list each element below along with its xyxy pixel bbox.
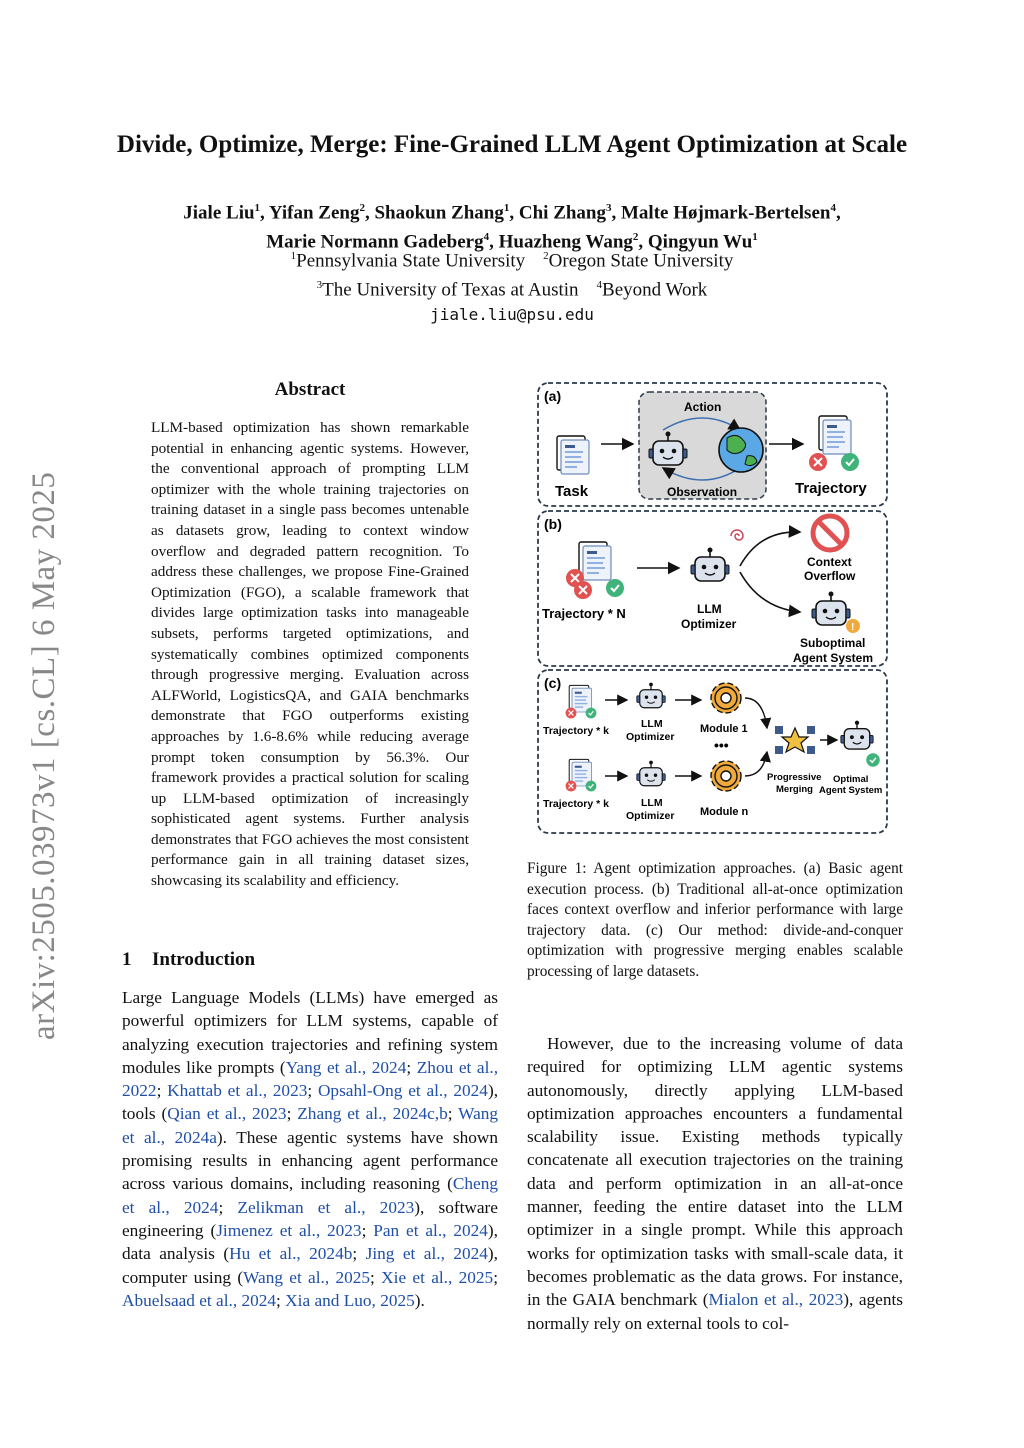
module-n-label: Module n: [700, 806, 749, 818]
citation-link[interactable]: Abuelsaad et al., 2024: [122, 1290, 277, 1310]
success-icon: [866, 753, 880, 767]
author-name: Jiale Liu: [183, 202, 255, 224]
figure-caption: Figure 1: Agent optimization approaches. (a) Basic agent execution process. (b) Traditional all-at-once optimization faces context overflow and inferior performance with large trajectory data. (c) Our method: divide-and-conquer optimization with progressive merging enables scalable processing of large datasets.: [527, 860, 903, 980]
merging-network-icon: [775, 726, 815, 754]
overflow-label: Overflow: [804, 569, 856, 583]
observation-label: Observation: [667, 485, 738, 499]
svg-text:!: !: [851, 622, 855, 633]
panel-a-label: (a): [544, 388, 562, 404]
author-line-2: Marie Normann Gadeberg$^4$, Huazheng Wang$^2$, Qingyun Wu$^1$: [266, 231, 758, 253]
author-email[interactable]: jiale.liu@psu.edu: [430, 304, 594, 324]
optimal-agent-robot-icon: [841, 721, 873, 749]
section-heading: 1 Introduction: [122, 949, 256, 970]
module-gear-icon: [711, 761, 741, 791]
author-name: Chi Zhang: [518, 202, 606, 224]
right-column-paragraph: However, due to the increasing volume of data required for optimizing LLM agentic systems autonomously, directly applying LLM-based optimization approaches encounters a fundamental scalability issue. Existing methods typically concatenate all execution trajectories on the training data and perform optimization in an all-at-once manner, feeding the entire dataset into the LLM optimizer in a single prompt. While this approach works for optimization tasks with small-scale data, it becomes problematic as the data grows. For instance, in the GAIA benchmark (Mialon et al., 2023), agents normally rely on external tools to col-: [527, 1034, 904, 1333]
progressive-label: Progressive: [767, 772, 822, 783]
optimal-agent-system-label: Agent System: [819, 785, 883, 796]
warning-icon: [846, 619, 860, 633]
author-name: Qingyun Wu: [647, 231, 753, 253]
introduction-paragraph: Large Language Models (LLMs) have emerged as powerful optimizers for LLM systems, capable of analyzing execution trajectories and refining system modules like prompts (Yang et al., 2024; Zhou et al., 2022; Khattab et al., 2023; Opsahl-Ong et al., 2024), tools (Qian et al., 2023; Zhang et al., 2024c,b; Wang et al., 2024a). These agentic systems have shown promising results in enhancing agent performance across various domains, including reasoning (Cheng et al., 2024; Zelikman et al., 2023), software engineering (Jimenez et al., 2023; Pan et al., 2024), data analysis (Hu et al., 2024b; Jing et al., 2024), computer using (Wang et al., 2025; Xie et al., 2025; Abuelsaad et al., 2024; Xia and Luo, 2025).: [122, 988, 499, 1310]
citation-link[interactable]: Xia and Luo, 2025: [285, 1290, 415, 1310]
citation-link[interactable]: Hu et al., 2024b: [229, 1244, 353, 1264]
citation-link[interactable]: Opsahl-Ong et al., 2024: [317, 1081, 488, 1101]
citation-link[interactable]: Mialon et al., 2023: [708, 1290, 844, 1310]
author-line-1: Jiale Liu$^1$, Yifan Zeng$^2$, Shaokun Zhang$^1$, Chi Zhang$^3$, Malte Højmark-Bertelsen$^4$,: [183, 202, 841, 224]
author-name: Malte Højmark-Bertelsen: [621, 202, 831, 224]
success-icon: [841, 453, 859, 471]
author-name: Yifan Zeng: [268, 202, 360, 224]
module-gear-icon: [711, 683, 741, 713]
citation-link[interactable]: Wang et al., 2025: [243, 1267, 371, 1287]
arxiv-identifier: arXiv:2505.03973v1 [cs.CL] 6 May 2025: [26, 471, 62, 1040]
author-name: Shaokun Zhang: [374, 202, 504, 224]
fail-icon: [809, 453, 827, 471]
llm-robot-icon: [637, 761, 666, 786]
citation-link[interactable]: Cheng et al., 2024: [122, 1174, 498, 1217]
affiliation-4: Beyond Work: [602, 279, 708, 301]
globe-icon: [719, 428, 763, 472]
figure-1: [535, 380, 890, 838]
trajectory-k-label: Trajectory * k: [543, 725, 609, 737]
optimizer-label: Optimizer: [626, 731, 675, 743]
citation-link[interactable]: Pan et al., 2024: [373, 1220, 488, 1240]
task-document-icon: [557, 436, 589, 474]
citation-link[interactable]: Xie et al., 2025: [381, 1267, 494, 1287]
trajectory-n-label: Trajectory * N: [542, 606, 626, 621]
citation-link[interactable]: Yang et al., 2024: [285, 1057, 407, 1077]
agent-system-label: Agent System: [793, 651, 874, 665]
citation-link[interactable]: Zelikman et al., 2023: [237, 1197, 415, 1217]
citation-link[interactable]: Zhou et al., 2022: [122, 1057, 499, 1101]
llm-robot-icon: [637, 683, 666, 708]
ellipsis: •••: [714, 737, 729, 753]
trajectory-stack-icon: [579, 542, 611, 580]
task-label: Task: [555, 483, 589, 500]
merging-label: Merging: [776, 784, 813, 795]
affiliations: $^1$Pennsylvania State University $^2$Oregon State University $^3$The University of Texas at Austin $^4$Beyond Work jiale.liu@psu.edu: [0, 244, 1024, 327]
optimal-label: Optimal: [833, 774, 869, 785]
fail-icon: [574, 581, 592, 599]
trajectory-document-icon: [819, 416, 851, 454]
abstract-heading: Abstract: [274, 379, 346, 400]
confusion-swirl-icon: [731, 530, 743, 540]
llm-label: LLM: [697, 602, 722, 616]
author-name: Huazheng Wang: [498, 231, 633, 253]
stressed-llm-robot-icon: [691, 548, 729, 582]
prohibited-icon: [813, 516, 847, 550]
paper-title: Divide, Optimize, Merge: Fine-Grained LLM Agent Optimization at Scale: [116, 131, 908, 158]
citation-link[interactable]: Qian et al., 2023: [167, 1104, 287, 1124]
panel-b-label: (b): [544, 516, 562, 532]
suboptimal-agent-robot-icon: [812, 592, 850, 626]
citation-link[interactable]: Wang et al., 2024a: [122, 1104, 499, 1147]
success-icon: [606, 579, 624, 597]
citation-link[interactable]: Jimenez et al., 2023: [216, 1220, 362, 1240]
llm-label: LLM: [641, 797, 663, 809]
abstract-text: LLM-based optimization has shown remarkable potential in enhancing agentic systems. However, the conventional approach of prompting LLM optimizer with the whole training trajectories on training dataset in a single pass becomes untenable as datasets grow, leading to context window overflow and degraded pattern recognition. To address these challenges, we propose Fine-Grained Optimization (FGO), a scalable framework that divides large optimization tasks into manageable subsets, performs targeted optimizations, and systematically combines optimized components through progressive merging. Evaluation across ALFWorld, LogisticsQA, and GAIA benchmarks demonstrate that FGO outperforms existing approaches by 1.6-8.6% while reducing average prompt token consumption by 56.3%. Our framework provides a practical solution for scaling up LLM-based optimization of increasingly sophisticated agent systems. Further analysis demonstrates that FGO achieves the most consistent performance gain in all training dataset sizes, showcasing its scalability and efficiency.: [151, 419, 469, 890]
affiliation-3: The University of Texas at Austin: [322, 279, 579, 301]
citation-link[interactable]: Zhang et al., 2024c,b: [297, 1104, 448, 1124]
module-1-label: Module 1: [700, 723, 748, 735]
suboptimal-label: Suboptimal: [800, 636, 866, 650]
affiliation-2: Oregon State University: [548, 250, 734, 272]
llm-label: LLM: [641, 718, 663, 730]
affiliation-1: Pennsylvania State University: [296, 250, 526, 272]
action-label: Action: [684, 400, 722, 414]
citation-link[interactable]: Jing et al., 2024: [365, 1244, 488, 1264]
trajectory-label: Trajectory: [795, 480, 867, 497]
context-label: Context: [807, 555, 852, 569]
optimizer-label: Optimizer: [626, 810, 675, 822]
trajectory-k-label: Trajectory * k: [543, 798, 609, 810]
author-name: Marie Normann Gadeberg: [266, 231, 484, 253]
optimizer-label: Optimizer: [681, 617, 737, 631]
citation-link[interactable]: Khattab et al., 2023: [167, 1081, 308, 1101]
panel-c-label: (c): [544, 675, 562, 691]
